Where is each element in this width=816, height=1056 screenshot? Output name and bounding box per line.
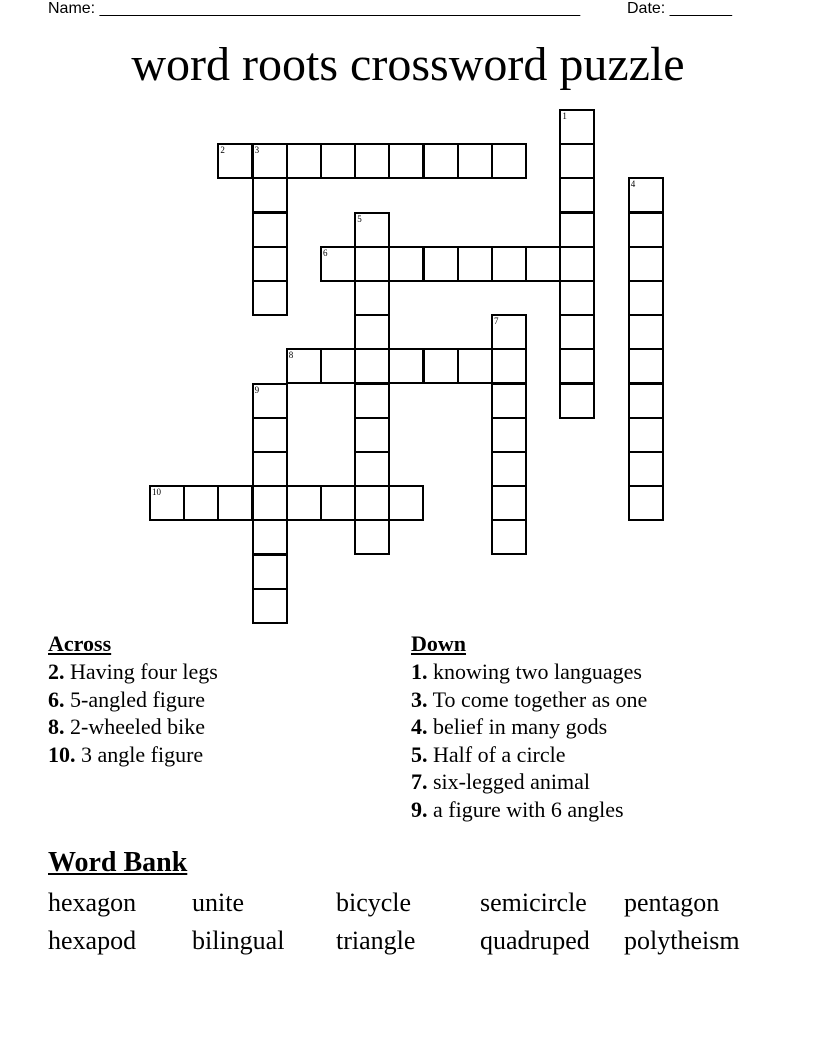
crossword-cell[interactable] — [628, 177, 664, 213]
cell-number: 2 — [220, 145, 225, 156]
clue-down-1: 1. knowing two languages — [411, 659, 642, 684]
crossword-cell[interactable] — [354, 143, 390, 179]
crossword-cell[interactable] — [457, 143, 493, 179]
crossword-cell[interactable] — [286, 143, 322, 179]
down-heading: Down — [411, 631, 467, 656]
word-bank-item: bilingual — [192, 926, 285, 955]
across-clues — [48, 630, 218, 768]
crossword-cell[interactable] — [491, 143, 527, 179]
crossword-cell[interactable] — [354, 280, 390, 316]
crossword-cell[interactable] — [354, 417, 390, 453]
crossword-cell[interactable] — [252, 212, 288, 248]
word-bank-item: semicircle — [480, 888, 587, 917]
crossword-cell[interactable] — [320, 246, 356, 282]
crossword-cell[interactable] — [525, 246, 561, 282]
crossword-cell[interactable] — [423, 143, 459, 179]
crossword-cell[interactable] — [252, 588, 288, 624]
clue-across-10: 10. 3 angle figure — [48, 741, 204, 767]
crossword-cell[interactable] — [559, 109, 595, 145]
clue-down-9: 9. a figure with 6 angles — [411, 796, 624, 822]
crossword-cell[interactable] — [491, 383, 527, 419]
crossword-cell[interactable] — [628, 485, 664, 521]
crossword-cell[interactable] — [252, 554, 288, 590]
crossword-cell[interactable] — [491, 519, 527, 555]
crossword-cell[interactable] — [252, 383, 288, 419]
crossword-cell[interactable] — [354, 519, 390, 555]
cell-number: 10 — [152, 487, 161, 498]
crossword-cell[interactable] — [491, 451, 527, 487]
cell-number: 4 — [630, 179, 636, 190]
crossword-cell[interactable] — [252, 451, 288, 487]
crossword-cell[interactable] — [559, 314, 595, 350]
crossword-cell[interactable] — [149, 485, 185, 521]
word-bank-item: bicycle — [336, 888, 412, 917]
word-bank-item: hexagon — [48, 888, 137, 917]
crossword-cell[interactable] — [388, 143, 424, 179]
crossword-cell[interactable] — [354, 212, 390, 248]
word-bank-item: pentagon — [624, 888, 720, 917]
crossword-cell[interactable] — [559, 143, 595, 179]
crossword-cell[interactable] — [491, 485, 527, 521]
crossword-cell[interactable] — [628, 314, 664, 350]
crossword-cell[interactable] — [354, 383, 390, 419]
date-field[interactable]: Date: _______ — [627, 0, 732, 17]
clue-down-7: 7. six-legged animal — [411, 769, 591, 794]
crossword-cell[interactable] — [217, 143, 253, 179]
word-bank-title: Word Bank — [48, 847, 188, 878]
crossword-cell[interactable] — [559, 383, 595, 419]
crossword-cell[interactable] — [252, 177, 288, 213]
name-date-header — [48, 0, 748, 20]
crossword-grid — [150, 110, 670, 630]
crossword-cell[interactable] — [388, 246, 424, 282]
crossword-cell[interactable] — [628, 417, 664, 453]
clue-down-3: 3. To come together as one — [411, 686, 648, 712]
crossword-cell[interactable] — [286, 485, 322, 521]
crossword-cell[interactable] — [628, 280, 664, 316]
crossword-cell[interactable] — [354, 451, 390, 487]
crossword-cell[interactable] — [183, 485, 219, 521]
cell-number: 8 — [288, 350, 294, 361]
crossword-cell[interactable] — [628, 451, 664, 487]
clue-across-6: 6. 5-angled figure — [48, 686, 205, 712]
crossword-cell[interactable] — [457, 348, 493, 384]
word-bank-item: unite — [192, 888, 244, 917]
crossword-cell[interactable] — [423, 348, 459, 384]
cell-number: 3 — [254, 145, 260, 156]
crossword-cell[interactable] — [559, 177, 595, 213]
clue-down-5: 5. Half of a circle — [411, 741, 566, 767]
cell-number: 6 — [323, 247, 328, 258]
crossword-cell[interactable] — [559, 348, 595, 384]
crossword-cell[interactable] — [252, 246, 288, 282]
clue-across-8: 8. 2-wheeled bike — [48, 714, 205, 739]
crossword-cell[interactable] — [559, 212, 595, 248]
crossword-cell[interactable] — [628, 383, 664, 419]
crossword-cell[interactable] — [354, 485, 390, 521]
crossword-cell[interactable] — [320, 485, 356, 521]
crossword-cell[interactable] — [354, 348, 390, 384]
across-heading: Across — [48, 631, 112, 656]
crossword-cell[interactable] — [491, 246, 527, 282]
crossword-cell[interactable] — [320, 143, 356, 179]
name-field[interactable]: Name: ______________________________________________________ — [48, 0, 581, 17]
crossword-cell[interactable] — [354, 246, 390, 282]
clue-down-4: 4. belief in many gods — [411, 714, 608, 739]
word-bank-item: hexapod — [48, 926, 137, 955]
crossword-cell[interactable] — [559, 280, 595, 316]
crossword-cell[interactable] — [423, 246, 459, 282]
crossword-cell[interactable] — [252, 417, 288, 453]
crossword-cell[interactable] — [286, 348, 322, 384]
crossword-cell[interactable] — [491, 417, 527, 453]
crossword-cell[interactable] — [388, 485, 424, 521]
word-bank-item: polytheism — [624, 926, 740, 955]
crossword-cell[interactable] — [354, 314, 390, 350]
crossword-cell[interactable] — [252, 485, 288, 521]
crossword-cell[interactable] — [388, 348, 424, 384]
crossword-cell[interactable] — [628, 212, 664, 248]
word-bank-item: quadruped — [480, 926, 590, 955]
crossword-cell[interactable] — [252, 143, 288, 179]
page-title: word roots crossword puzzle — [131, 38, 685, 91]
clue-across-2: 2. Having four legs — [48, 659, 218, 684]
crossword-cell[interactable] — [628, 348, 664, 384]
crossword-cell[interactable] — [457, 246, 493, 282]
crossword-cell[interactable] — [559, 246, 595, 282]
crossword-cell[interactable] — [252, 519, 288, 555]
crossword-cell[interactable] — [320, 348, 356, 384]
crossword-cell[interactable] — [628, 246, 664, 282]
crossword-cell[interactable] — [217, 485, 253, 521]
cell-number: 7 — [494, 316, 499, 327]
cell-number: 1 — [562, 111, 567, 121]
cell-number: 9 — [254, 384, 260, 395]
cell-number: 5 — [357, 213, 362, 224]
word-bank-item: triangle — [336, 926, 416, 955]
crossword-cell[interactable] — [491, 314, 527, 350]
down-clues — [411, 630, 647, 823]
crossword-cell[interactable] — [491, 348, 527, 384]
crossword-cell[interactable] — [252, 280, 288, 316]
